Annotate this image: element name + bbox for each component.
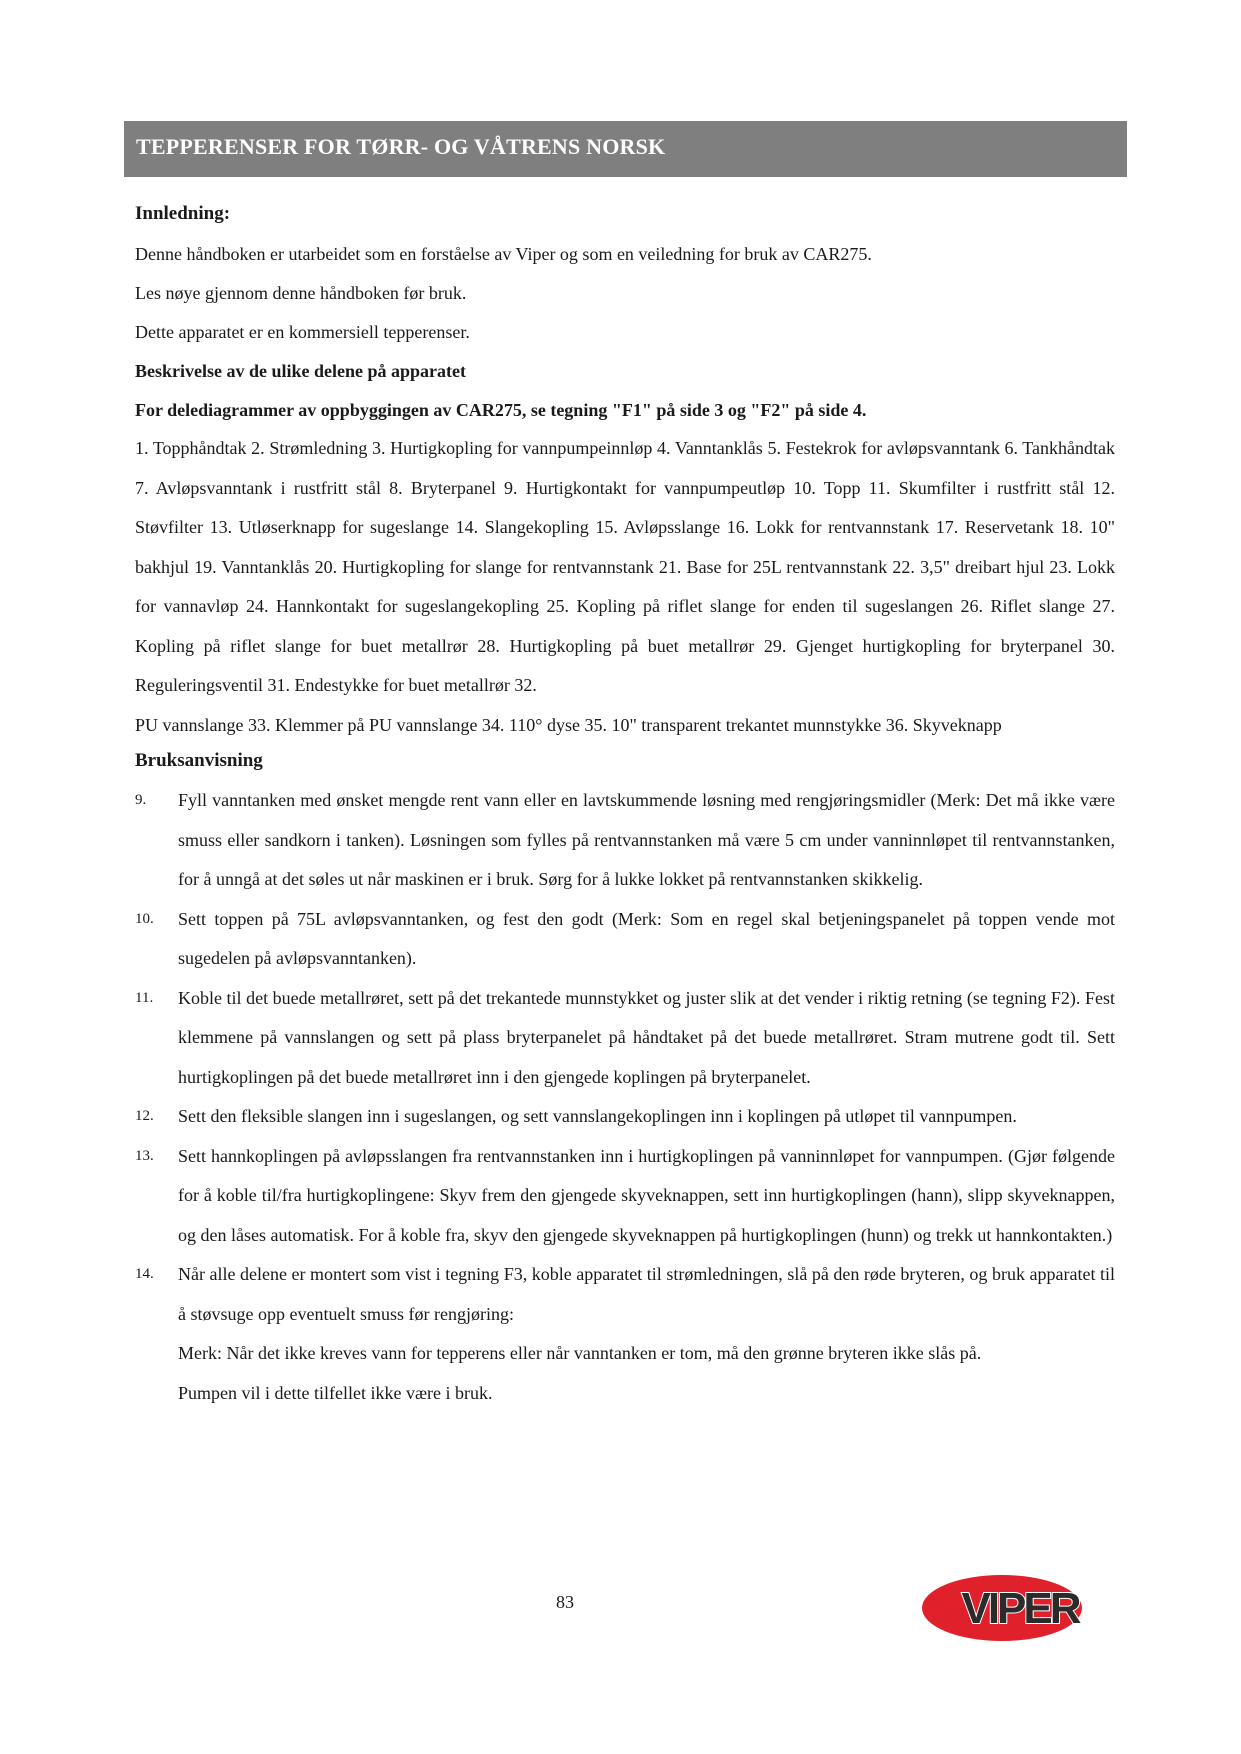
step-number: 9.: [135, 792, 147, 808]
usage-step: [135, 1255, 1115, 1413]
note-line: Pumpen vil i dette tilfellet ikke være i bruk.: [178, 1382, 493, 1403]
step-text: Koble til det buede metallrøret, sett på det trekantede munnstykket og juster slik at det vender i riktig retning (se tegning F2). Fest klemmene på vannslangen og sett på plass bryterpanelet på håndtaket på det buede metallrøret. Stram mutrene godt til. Sett hurtigkoplingen på det buede metallrøret inn i den gjengede koplingen på bryterpanelet.: [178, 987, 1115, 1087]
usage-steps: [135, 781, 1115, 1413]
description-heading: Beskrivelse av de ulike delene på apparatet: [135, 361, 466, 381]
step-number: 12.: [135, 1108, 154, 1124]
content: [135, 200, 1115, 1413]
note-line: Merk: Når det ikke kreves vann for tepperens eller når vanntanken er tom, må den grønne bryteren ikke slås på.: [178, 1343, 982, 1363]
page-title: TEPPERENSER FOR TØRR- OG VÅTRENS NORSK: [136, 134, 666, 159]
step-text: Fyll vanntanken med ønsket mengde rent vann eller en lavtskummende løsning med rengjøringsmidler (Merk: Det må ikke være smuss eller sandkorn i tanken). Løsningen som fylles på rentvannstanken må være 5 cm under vanninnløpet til rentvannstanken, for å unngå at det søles ut når maskinen er i bruk. Sørg for å lukke lokket på rentvannstanken skikkelig.: [178, 790, 1115, 889]
step-number: 11.: [135, 989, 154, 1006]
viper-logo: [920, 1570, 1106, 1642]
usage-step: [135, 979, 1115, 1098]
intro-line: Denne håndboken er utarbeidet som en forståelse av Viper og som en veiledning for bruk av CAR275.: [135, 244, 872, 264]
logo-text: VIPER: [961, 1584, 1079, 1633]
step-text: Når alle delene er montert som vist i tegning F3, koble apparatet til strømledningen, slå på den røde bryteren, og bruk apparatet til å støvsuge opp eventuelt smuss før rengjøring:: [178, 1264, 1115, 1324]
usage-step: [135, 1137, 1115, 1256]
step-number: 13.: [135, 1147, 154, 1164]
intro-line: Dette apparatet er en kommersiell tepperenser.: [135, 322, 470, 342]
page-number: 83: [556, 1592, 574, 1612]
usage-step: [135, 1097, 1115, 1137]
usage-step: [135, 900, 1115, 979]
description-subheading: For delediagrammer av oppbyggingen av CAR275, se tegning "F1" på side 3 og "F2" på side 4.: [135, 400, 867, 420]
step-text: Sett den fleksible slangen inn i sugeslangen, og sett vannslangekoplingen inn i koplingen på utløpet til vannpumpen.: [178, 1106, 1017, 1126]
step-number: 14.: [135, 1266, 154, 1282]
step-number: 10.: [135, 910, 154, 927]
step-text: Sett toppen på 75L avløpsvanntanken, og fest den godt (Merk: Som en regel skal betjeningspanelet på toppen vende mot sugedelen på avløpsvanntanken).: [178, 908, 1115, 968]
intro-line: Les nøye gjennom denne håndboken før bruk.: [135, 283, 467, 303]
step-text: Sett hannkoplingen på avløpsslangen fra rentvannstanken inn i hurtigkoplingen på vanninnløpet for vannpumpen. (Gjør følgende for å koble til/fra hurtigkoplingene: Skyv frem den gjengede skyveknappen, sett inn hurtigkoplingen (hann), slipp skyveknappen, og den låses automatisk. For å koble fra, skyv den gjengede skyveknappen på hurtigkoplingen (hunn) og trekk ut hannkontakten.): [178, 1145, 1115, 1245]
usage-heading: Bruksanvisning: [135, 750, 263, 771]
parts-list-continued: PU vannslange 33. Klemmer på PU vannslange 34. 110° dyse 35. 10" transparent trekantet munnstykke 36. Skyveknapp: [135, 714, 1002, 735]
parts-list: 1. Topphåndtak 2. Strømledning 3. Hurtigkopling for vannpumpeinnløp 4. Vanntanklås 5. Festekrok for avløpsvanntank 6. Tankhåndtak 7. Avløpsvanntank i rustfritt stål 8. Bryterpanel 9. Hurtigkontakt for vannpumpeutløp 10. Topp 11. Skumfilter i rustfritt stål 12. Støvfilter 13. Utløserknapp for sugeslange 14. Slangekopling 15. Avløpsslange 16. Lokk for rentvannstank 17. Reservetank 18. 10" bakhjul 19. Vanntanklås 20. Hurtigkopling for slange for rentvannstank 21. Base for 25L rentvannstank 22. 3,5" dreibart hjul 23. Lokk for vannavløp 24. Hannkontakt for sugeslangekopling 25. Kopling på riflet slange for enden til sugeslangen 26. Riflet slange 27. Kopling på riflet slange for buet metallrør 28. Hurtigkopling på buet metallrør 29. Gjenget hurtigkopling for bryterpanel 30. Reguleringsventil 31. Endestykke for buet metallrør 32.: [135, 438, 1115, 695]
header-bar: [124, 121, 1127, 177]
intro-heading: Innledning:: [135, 203, 231, 224]
usage-step: [135, 781, 1115, 900]
